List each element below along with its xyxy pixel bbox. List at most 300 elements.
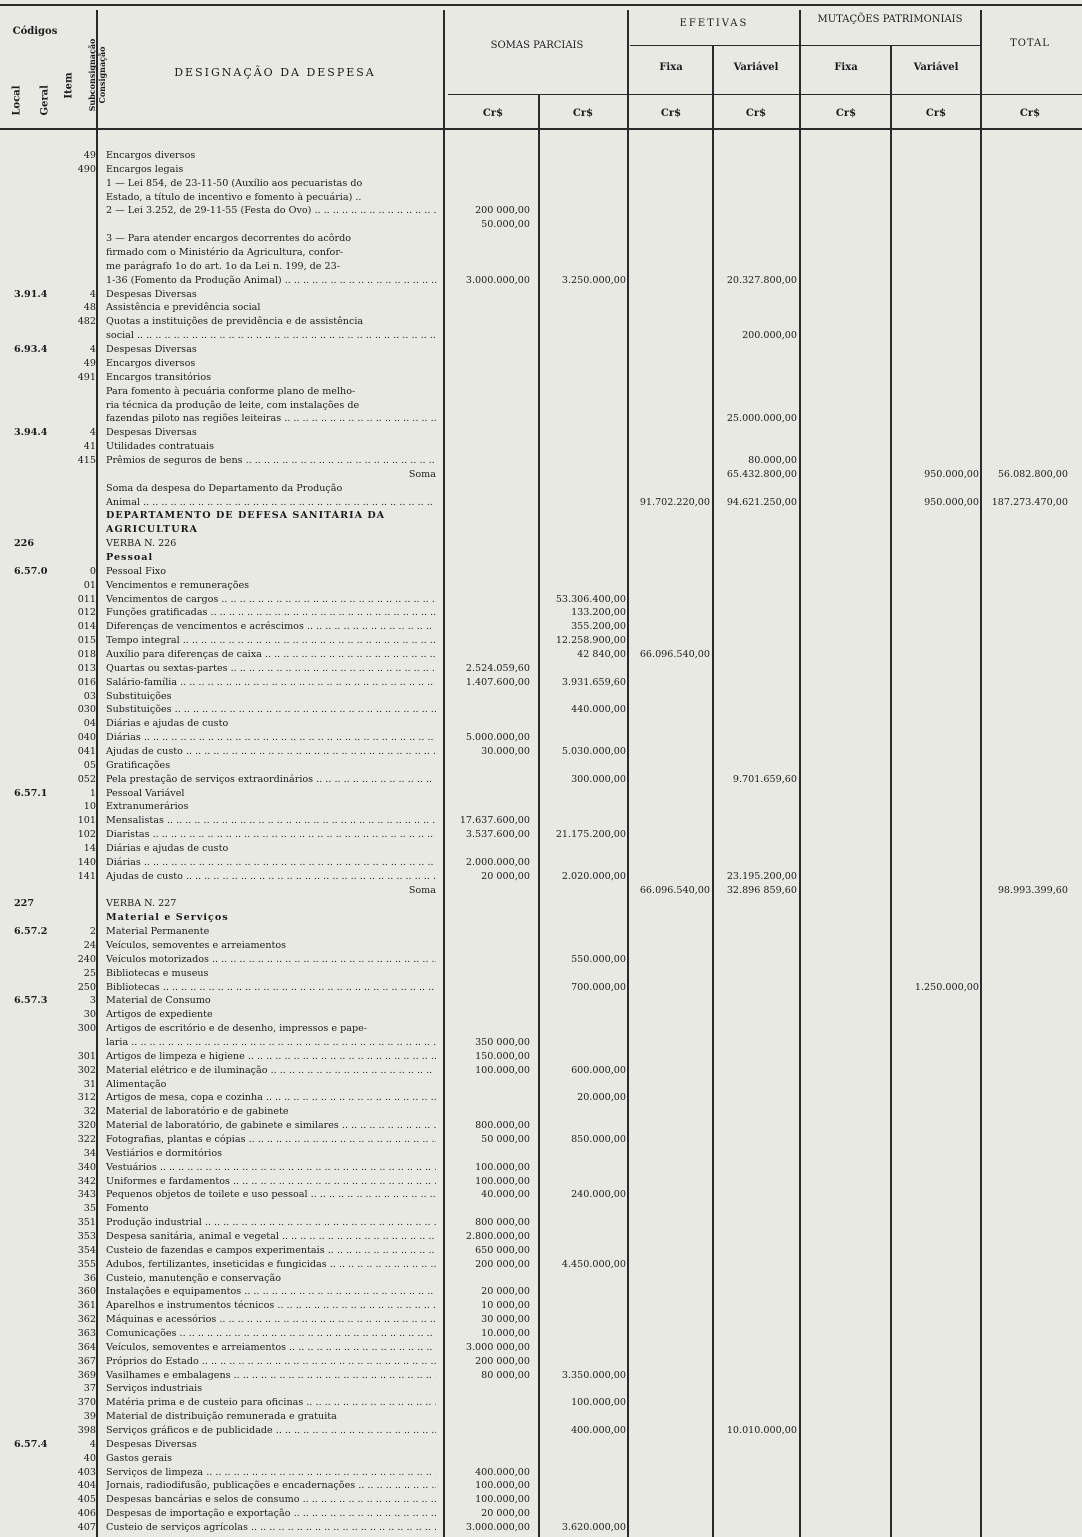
table-row [0, 926, 1082, 937]
header-designacao: DESIGNAÇÃO DA DESPESA [174, 66, 376, 79]
cell-item: 03 [83, 690, 96, 702]
table-row [0, 788, 1082, 799]
cell-desc: Fotografias, plantas e cópias .. .. [106, 1134, 436, 1145]
cell-desc: Auxílio para diferenças de caixa .. .. [106, 649, 436, 660]
cell-desc: VERBA N. 226 [106, 538, 177, 549]
cell-desc: firmado com o Ministério da Agricultura, confor- [106, 247, 344, 258]
table-row [0, 635, 1082, 646]
header-mutacoes-variavel: Variável [913, 62, 959, 73]
table-row [0, 1508, 1082, 1519]
header-total: TOTAL [1010, 38, 1050, 49]
cell-item: 34 [83, 1147, 96, 1159]
cell-parc: 3.000.000,00 [465, 1522, 530, 1533]
cell-desc: Matéria prima e de custeio para oficinas .. .. [106, 1397, 436, 1408]
table-row [0, 275, 1082, 286]
table-row [0, 704, 1082, 715]
cell-tot: 187.273.470,00 [991, 496, 1068, 508]
cell-desc: Encargos diversos [106, 357, 196, 369]
table-row [0, 150, 1082, 161]
cell-mvar: 950.000,00 [924, 496, 979, 508]
table-row [0, 649, 1082, 660]
cell-som: 42 840,00 [577, 648, 626, 660]
table-row [0, 178, 1082, 189]
table-row [0, 1134, 1082, 1145]
table-row [0, 843, 1082, 854]
cell-loc: 226 [14, 538, 35, 549]
cell-parc: 650 000,00 [475, 1244, 530, 1256]
table-row [0, 594, 1082, 605]
cell-desc: Fomento [106, 1203, 149, 1215]
table-row [0, 1439, 1082, 1450]
cell-desc: Artigos de escritório e de desenho, impressos e pape- [106, 1023, 367, 1035]
table-row [0, 316, 1082, 327]
table-row [0, 663, 1082, 674]
table-row [0, 233, 1082, 244]
table-row [0, 1273, 1082, 1284]
table-row [0, 497, 1082, 508]
table-row [0, 885, 1082, 896]
cell-item: 49 [83, 357, 96, 369]
table-row [0, 801, 1082, 812]
cell-desc: Pela prestação de serviços extraordinários .. .. [106, 774, 436, 785]
header-codigos: Códigos [12, 26, 58, 37]
cell-desc: Estado, a título de incentivo e fomento à pecuária) .. [106, 191, 362, 203]
cell-desc: Para fomento à pecuária conforme plano de melho- [106, 385, 356, 397]
cell-desc: Custeio de fazendas e campos experimentais .. .. [106, 1245, 436, 1256]
cell-item: 342 [77, 1175, 96, 1187]
header-efetivas-fixa: Fixa [659, 62, 683, 73]
cell-desc: Despesas Diversas [106, 344, 197, 355]
header-currency: Cr$ [925, 108, 947, 119]
cell-som: 850.000,00 [571, 1134, 626, 1145]
cell-loc: 6.57.4 [14, 1438, 48, 1450]
cell-item: 403 [77, 1466, 96, 1478]
cell-fixa: 91.702.220,00 [639, 496, 710, 508]
cell-desc: Quotas a instituições de previdência e de assistência [106, 316, 364, 328]
cell-parc: 1.407.600,00 [465, 676, 530, 688]
cell-desc: Material de laboratório, de gabinete e similares .. .. [106, 1120, 436, 1131]
cell-fixa: 66.096.540,00 [639, 648, 710, 660]
table-row [0, 1009, 1082, 1020]
cell-item: 41 [83, 441, 96, 452]
cell-item: 320 [77, 1120, 96, 1132]
table-row [0, 746, 1082, 757]
cell-item: 406 [77, 1508, 96, 1520]
cell-var: 80.000,00 [748, 454, 797, 466]
cell-item: 49 [83, 150, 96, 161]
table-row [0, 261, 1082, 272]
table-row [0, 1176, 1082, 1187]
cell-desc: Assistência e previdência social [106, 302, 261, 314]
cell-som: 20.000,00 [577, 1092, 626, 1104]
cell-item: 369 [77, 1369, 96, 1381]
table-row [0, 1120, 1082, 1131]
cell-item: 4 [89, 1438, 96, 1450]
cell-som: 550.000,00 [571, 953, 626, 965]
table-row [0, 1065, 1082, 1076]
currency-rule [448, 94, 1082, 95]
cell-tot: 98.993.399,60 [997, 884, 1068, 896]
cell-item: 052 [77, 773, 96, 785]
table-row [0, 289, 1082, 300]
cell-item: 040 [77, 732, 96, 744]
cell-desc: Vencimentos de cargos .. .. [106, 594, 436, 605]
header-subconsignacao: Subconsignação [87, 38, 97, 112]
cell-desc: Veículos, semoventes e arreiamentos [106, 939, 287, 951]
table-row [0, 455, 1082, 466]
cell-som: 3.931.659,60 [561, 676, 626, 688]
table-row [0, 1217, 1082, 1228]
cell-parc: 3.537.600,00 [465, 829, 530, 841]
cell-som: 2.020.000,00 [561, 870, 626, 882]
cell-item: 353 [77, 1231, 96, 1242]
table-row [0, 302, 1082, 313]
table-row [0, 1480, 1082, 1491]
cell-som: 700.000,00 [571, 981, 626, 993]
cell-desc: Material e Serviços [106, 912, 229, 924]
cell-desc: Diárias .. .. [106, 857, 436, 868]
cell-parc: 30.000,00 [481, 745, 530, 757]
table-row [0, 968, 1082, 979]
table-row [0, 1300, 1082, 1311]
cell-parc: 200 000,00 [475, 1258, 530, 1270]
cell-desc: fazendas piloto nas regiões leiteiras .. .. [106, 413, 436, 424]
table-row [0, 677, 1082, 688]
cell-desc: Bibliotecas .. .. [106, 982, 436, 993]
table-row [0, 940, 1082, 951]
cell-item: 32 [83, 1106, 96, 1118]
efetivas-rule [630, 45, 980, 46]
table-row [0, 912, 1082, 923]
cell-item: 10 [83, 801, 96, 813]
table-row [0, 1314, 1082, 1325]
cell-desc: Vasilhames e embalagens .. .. [106, 1370, 436, 1381]
cell-desc: social .. .. [106, 330, 436, 341]
cell-desc: Material de Consumo [106, 995, 211, 1007]
cell-desc: me parágrafo 1o do art. 1o da Lei n. 199, de 23- [106, 260, 340, 272]
cell-som: 355.200,00 [571, 621, 626, 633]
table-row [0, 1328, 1082, 1339]
cell-var: 10.010.000,00 [726, 1425, 797, 1436]
cell-parc: 100.000,00 [475, 1161, 530, 1173]
cell-desc: Ajudas de custo .. .. [106, 871, 436, 882]
cell-item: 04 [83, 718, 96, 730]
cell-parc: 10 000,00 [481, 1300, 530, 1312]
header-geral: Geral [39, 85, 51, 116]
table-row [0, 1453, 1082, 1464]
table-row [0, 372, 1082, 383]
table-row [0, 469, 1082, 480]
cell-desc: DEPARTAMENTO DE DEFESA SANITÁRIA DA [106, 510, 386, 522]
table-row [0, 400, 1082, 411]
table-row [0, 1023, 1082, 1034]
cell-item: 39 [83, 1411, 96, 1423]
cell-desc: Soma da despesa do Departamento da Produção [106, 482, 343, 494]
table-row [0, 982, 1082, 993]
table-row [0, 1092, 1082, 1103]
table-row [0, 164, 1082, 175]
cell-parc: 100.000,00 [475, 1064, 530, 1076]
table-row [0, 1467, 1082, 1478]
table-row [0, 1383, 1082, 1394]
cell-desc: 2 — Lei 3.252, de 29-11-55 (Festa do Ovo) .. .. [106, 205, 436, 216]
cell-som: 4.450.000,00 [561, 1258, 626, 1270]
cell-parc: 800.000,00 [475, 1120, 530, 1132]
cell-item: 01 [83, 579, 96, 591]
table-row [0, 358, 1082, 369]
cell-item: 030 [77, 704, 96, 716]
table-row [0, 1522, 1082, 1533]
table-row [0, 538, 1082, 549]
table-row [0, 1051, 1082, 1062]
table-row [0, 1162, 1082, 1173]
cell-desc: Serviços de limpeza .. .. [106, 1467, 436, 1478]
header-currency: Cr$ [660, 108, 682, 119]
cell-som: 53.306.400,00 [555, 593, 626, 605]
header-currency: Cr$ [1019, 108, 1041, 119]
cell-desc: Substituições .. .. [106, 704, 436, 715]
table-row [0, 566, 1082, 577]
cell-item: 102 [77, 829, 96, 841]
cell-loc: 6.57.2 [14, 926, 48, 938]
cell-desc: Quartas ou sextas-partes .. .. [106, 663, 436, 674]
cell-parc: 20 000,00 [481, 870, 530, 882]
cell-desc: Diferenças de vencimentos e acréscimos .. .. [106, 621, 436, 632]
header-efetivas-variavel: Variável [733, 62, 779, 73]
cell-parc: 2.000.000,00 [465, 856, 530, 868]
cell-item: 415 [77, 454, 96, 466]
cell-parc: 200 000,00 [475, 205, 530, 217]
cell-desc: Despesas Diversas [106, 1438, 197, 1450]
cell-desc: Diaristas .. .. [106, 829, 436, 840]
cell-parc: 50.000,00 [481, 219, 530, 231]
cell-parc: 100.000,00 [475, 1480, 530, 1492]
table-row [0, 857, 1082, 868]
table-row [0, 1411, 1082, 1422]
cell-desc: laria .. .. [106, 1037, 436, 1048]
cell-parc: 10.000,00 [481, 1328, 530, 1339]
cell-item: 482 [77, 316, 96, 328]
header-mutacoes: MUTAÇÕES PATRIMONIAIS [817, 14, 963, 25]
table-row [0, 829, 1082, 840]
cell-item: 363 [77, 1328, 96, 1339]
table-row [0, 205, 1082, 216]
cell-item: 48 [83, 302, 96, 314]
table-row [0, 760, 1082, 771]
cell-item: 398 [77, 1425, 96, 1436]
cell-som: 21.175.200,00 [555, 829, 626, 841]
cell-desc: Animal .. .. [106, 497, 436, 508]
cell-loc: 227 [14, 898, 35, 910]
cell-item: 491 [77, 371, 96, 383]
cell-desc: Extranumerários [106, 801, 189, 813]
cell-desc: Despesas de importação e exportação .. .. [106, 1508, 436, 1519]
cell-item: 312 [77, 1092, 96, 1104]
cell-item: 041 [77, 745, 96, 757]
cell-desc: ria técnica da produção de leite, com instalações de [106, 399, 360, 411]
table-row [0, 1494, 1082, 1505]
cell-desc: Jornais, radiodifusão, publicações e encadernações .. .. [106, 1480, 436, 1491]
table-row [0, 344, 1082, 355]
cell-item: 35 [83, 1203, 96, 1215]
cell-desc: Material de laboratório e de gabinete [106, 1106, 289, 1118]
cell-som: 133.200,00 [571, 607, 626, 619]
table-row [0, 1259, 1082, 1270]
cell-loc: 6.57.1 [14, 787, 48, 799]
cell-item: 012 [77, 607, 96, 619]
table-row [0, 330, 1082, 341]
cell-desc: Encargos transitórios [106, 371, 212, 383]
cell-item: 014 [77, 621, 96, 633]
cell-desc: Salário-família .. .. [106, 677, 436, 688]
cell-desc: Pessoal [106, 551, 154, 563]
cell-parc: 40.000,00 [481, 1189, 530, 1201]
table-row [0, 607, 1082, 618]
cell-desc: Substituições [106, 690, 172, 702]
table-row [0, 1425, 1082, 1436]
cell-item: 404 [77, 1480, 96, 1492]
cell-item: 013 [77, 662, 96, 674]
cell-item: 016 [77, 676, 96, 688]
cell-desc: Encargos diversos [106, 150, 196, 161]
cell-item: 405 [77, 1494, 96, 1506]
cell-desc: Encargos legais [106, 163, 184, 175]
cell-tot: 56.082.800,00 [997, 468, 1068, 480]
cell-desc: Utilidades contratuais [106, 441, 215, 452]
table-row [0, 691, 1082, 702]
header-currency: Cr$ [745, 108, 767, 119]
cell-mvar: 1.250.000,00 [914, 981, 979, 993]
cell-item: 301 [77, 1050, 96, 1062]
cell-loc: 6.57.0 [14, 565, 48, 577]
cell-item: 367 [77, 1355, 96, 1367]
cell-item: 30 [83, 1009, 96, 1021]
header-consignacao: Consignação [97, 46, 107, 104]
cell-desc: Diárias e ajudas de custo [106, 718, 229, 730]
header-currency: Cr$ [482, 108, 504, 119]
cell-desc: Alimentação [106, 1078, 167, 1090]
cell-desc: Artigos de expediente [106, 1009, 213, 1021]
cell-parc: 800 000,00 [475, 1217, 530, 1229]
cell-item: 4 [89, 288, 96, 300]
cell-desc: Material de distribuição remunerada e gratuita [106, 1411, 337, 1423]
cell-desc: Aparelhos e instrumentos técnicos .. .. [106, 1300, 436, 1311]
cell-desc: VERBA N. 227 [106, 898, 177, 910]
cell-parc: 50 000,00 [481, 1134, 530, 1145]
cell-item: 25 [83, 967, 96, 979]
cell-som: 600.000,00 [571, 1064, 626, 1076]
cell-item: 364 [77, 1341, 96, 1353]
header-efetivas: EFETIVAS [679, 18, 749, 29]
cell-item: 0 [89, 565, 96, 577]
cell-desc: Funções gratificadas .. .. [106, 607, 436, 618]
top-rule [0, 4, 1082, 6]
cell-desc: Serviços gráficos e de publicidade .. .. [106, 1425, 436, 1436]
cell-desc: Pessoal Variável [106, 787, 185, 799]
table-row [0, 1148, 1082, 1159]
table-row [0, 774, 1082, 785]
cell-som: 100.000,00 [571, 1397, 626, 1409]
cell-parc: 3.000.000,00 [465, 274, 530, 286]
cell-desc: Despesas bancárias e selos de consumo .. .. [106, 1494, 436, 1505]
cell-desc: 3 — Para atender encargos decorrentes do acôrdo [106, 233, 352, 245]
header-item: Item [63, 72, 75, 99]
cell-desc: Diárias .. .. [106, 732, 436, 743]
table-row [0, 1203, 1082, 1214]
cell-parc: 20 000,00 [481, 1508, 530, 1520]
cell-item: 240 [77, 953, 96, 965]
cell-parc: 20 000,00 [481, 1286, 530, 1298]
cell-item: 141 [77, 870, 96, 882]
table-row [0, 1397, 1082, 1408]
cell-desc: Soma [408, 468, 436, 480]
header-somas-parciais: SOMAS PARCIAIS [490, 40, 584, 51]
cell-desc: Vestuários .. .. [106, 1162, 436, 1173]
cell-desc: Material Permanente [106, 926, 210, 938]
cell-item: 24 [83, 939, 96, 951]
cell-loc: 3.91.4 [14, 288, 48, 300]
cell-desc: Comunicações .. .. [106, 1328, 436, 1339]
cell-desc: Despesas Diversas [106, 288, 197, 300]
cell-item: 351 [77, 1217, 96, 1229]
table-row [0, 1189, 1082, 1200]
cell-var: 9.701.659,60 [732, 773, 797, 785]
cell-parc: 400.000,00 [475, 1466, 530, 1478]
header-currency: Cr$ [835, 108, 857, 119]
cell-item: 355 [77, 1258, 96, 1270]
cell-som: 240.000,00 [571, 1189, 626, 1201]
table-row [0, 732, 1082, 743]
cell-desc: Instalações e equipamentos .. .. [106, 1286, 436, 1297]
table-row [0, 871, 1082, 882]
table-row [0, 898, 1082, 909]
table-row [0, 995, 1082, 1006]
table-row [0, 219, 1082, 230]
cell-desc: Despesas Diversas [106, 427, 197, 439]
cell-parc: 2.524.059,60 [465, 662, 530, 674]
cell-parc: 80 000,00 [481, 1369, 530, 1381]
table-row [0, 1370, 1082, 1381]
cell-desc: Máquinas e acessórios .. .. [106, 1314, 436, 1325]
cell-parc: 5.000.000,00 [465, 732, 530, 744]
cell-parc: 100.000,00 [475, 1175, 530, 1187]
cell-desc: Ajudas de custo .. .. [106, 746, 436, 757]
cell-item: 40 [83, 1452, 96, 1464]
cell-parc: 2.800.000,00 [465, 1231, 530, 1242]
cell-var: 23.195.200,00 [726, 870, 797, 882]
table-row [0, 1245, 1082, 1256]
cell-som: 3.250.000,00 [561, 274, 626, 286]
cell-mvar: 950.000,00 [924, 468, 979, 480]
table-row [0, 386, 1082, 397]
table-row [0, 524, 1082, 535]
cell-item: 354 [77, 1244, 96, 1256]
cell-item: 015 [77, 635, 96, 647]
cell-item: 322 [77, 1134, 96, 1145]
table-row [0, 1079, 1082, 1090]
cell-item: 1 [89, 787, 96, 799]
cell-item: 370 [77, 1397, 96, 1409]
cell-desc: Custeio de serviços agrícolas .. .. [106, 1522, 436, 1533]
cell-som: 5.030.000,00 [561, 745, 626, 757]
cell-var: 94.621.250,00 [726, 496, 797, 508]
cell-item: 31 [83, 1078, 96, 1090]
cell-loc: 6.93.4 [14, 344, 48, 355]
cell-item: 4 [89, 344, 96, 355]
table-row [0, 1286, 1082, 1297]
cell-parc: 3.000 000,00 [465, 1341, 530, 1353]
table-row [0, 1106, 1082, 1117]
